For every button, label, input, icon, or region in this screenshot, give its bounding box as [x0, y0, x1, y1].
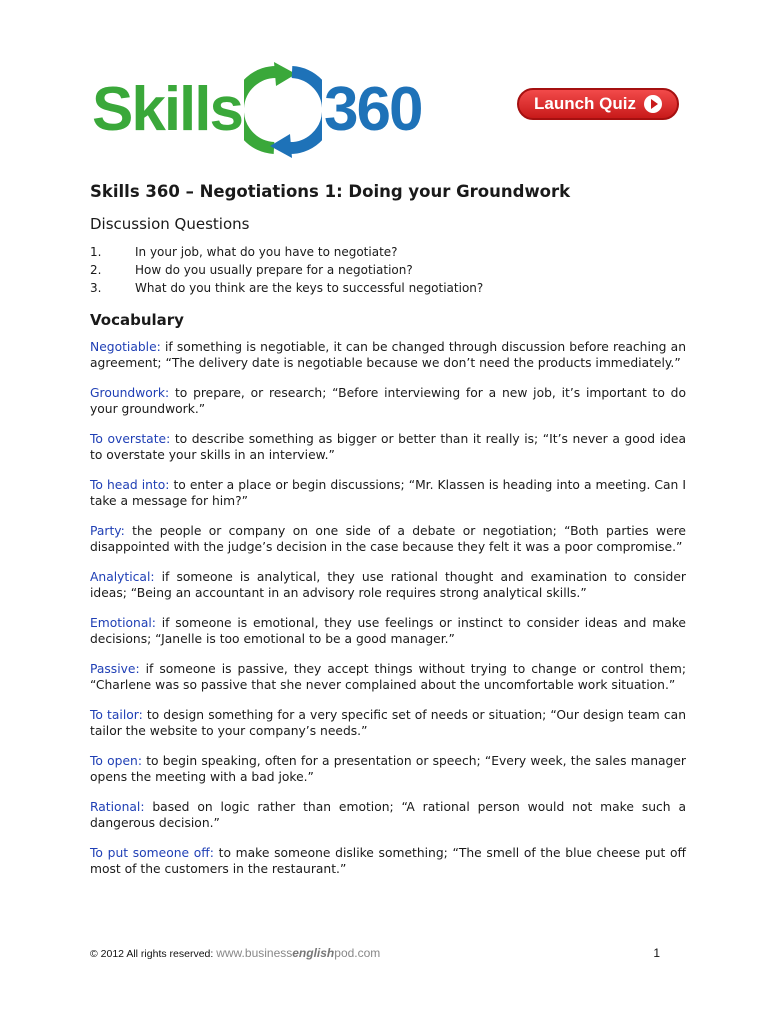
- item-text: In your job, what do you have to negotiate?: [135, 245, 398, 259]
- page-footer: [90, 946, 660, 960]
- vocab-definition: the people or company on one side of a debate or negotiation; “Both parties were disappointed with the judge’s decision in the case because they felt it was a poor compromise.”: [90, 524, 686, 554]
- vocab-definition: to prepare, or research; “Before interviewing for a new job, it’s important to do your groundwork.”: [90, 386, 686, 416]
- vocab-entry: [90, 799, 686, 831]
- item-number: 1.: [90, 245, 102, 259]
- skills360-logo: [92, 60, 421, 160]
- vocab-term: To open:: [90, 754, 142, 768]
- copyright-text: © 2012 All rights reserved:: [90, 948, 217, 960]
- vocab-definition: if someone is emotional, they use feelings or instinct to consider ideas and make decisions; “Janelle is too emotional to be a good manager.”: [90, 616, 686, 646]
- vocab-entry: [90, 477, 686, 509]
- list-item: [90, 279, 686, 297]
- vocab-definition: to begin speaking, often for a presentation or speech; “Every week, the sales manager opens the meeting with a bad joke.”: [90, 754, 686, 784]
- document-body: [90, 182, 686, 891]
- vocab-term: Party:: [90, 524, 125, 538]
- vocab-definition: if something is negotiable, it can be changed through discussion before reaching an agreement; “The delivery date is negotiable because we don’t need the products immediately.”: [90, 340, 686, 370]
- list-item: [90, 243, 686, 261]
- vocab-entry: [90, 661, 686, 693]
- url-prefix: www.business: [216, 946, 293, 960]
- vocab-entry: [90, 753, 686, 785]
- vocab-term: To head into:: [90, 478, 170, 492]
- vocab-entry: [90, 339, 686, 371]
- vocab-term: Groundwork:: [90, 386, 170, 400]
- vocab-term: Passive:: [90, 662, 140, 676]
- vocab-entry: [90, 845, 686, 877]
- discussion-list: [90, 243, 686, 297]
- launch-quiz-label: Launch Quiz: [534, 94, 636, 113]
- vocab-term: To tailor:: [90, 708, 143, 722]
- vocab-definition: to describe something as bigger or better than it really is; “It’s never a good idea to overstate your skills in an interview.”: [90, 432, 686, 462]
- item-text: How do you usually prepare for a negotiation?: [135, 263, 413, 277]
- vocab-entry: [90, 431, 686, 463]
- page-title: Skills 360 – Negotiations 1: Doing your Groundwork: [90, 182, 571, 201]
- vocab-definition: based on logic rather than emotion; “A rational person would not make such a dangerous decision.”: [90, 800, 686, 830]
- item-number: 2.: [90, 263, 102, 277]
- vocab-term: Analytical:: [90, 570, 155, 584]
- vocab-term: To overstate:: [90, 432, 171, 446]
- refresh-arrows-icon: [244, 60, 322, 160]
- vocab-term: Emotional:: [90, 616, 156, 630]
- logo-360-text: 360: [324, 75, 422, 144]
- website-link[interactable]: [216, 946, 380, 960]
- vocab-entry: [90, 569, 686, 601]
- launch-quiz-button[interactable]: [517, 88, 679, 120]
- vocab-definition: to design something for a very specific set of needs or situation; “Our design team can tailor the website to your company’s needs.”: [90, 708, 686, 738]
- vocab-entry: [90, 707, 686, 739]
- vocab-definition: to make someone dislike something; “The smell of the blue cheese put off most of the customers in the restaurant.”: [90, 846, 687, 876]
- vocab-term: Negotiable:: [90, 340, 161, 354]
- url-suffix: pod.com: [334, 946, 381, 960]
- item-number: 3.: [90, 281, 102, 295]
- vocabulary-heading: Vocabulary: [90, 311, 184, 329]
- url-bold: english: [292, 946, 335, 960]
- vocab-entry: [90, 523, 686, 555]
- list-item: [90, 261, 686, 279]
- vocab-definition: if someone is analytical, they use rational thought and examination to consider ideas; “Being an accountant in an advisory role requires strong analytical skills.”: [90, 570, 686, 600]
- discussion-heading: Discussion Questions: [90, 215, 250, 233]
- vocab-term: Rational:: [90, 800, 145, 814]
- item-text: What do you think are the keys to successful negotiation?: [135, 281, 484, 295]
- vocab-definition: if someone is passive, they accept things without trying to change or control them; “Charlene was so passive that she never complained about the uncomfortable work situation.”: [90, 662, 686, 692]
- play-icon: [644, 95, 662, 113]
- vocab-definition: to enter a place or begin discussions; “Mr. Klassen is heading into a meeting. Can I take a message for him?”: [90, 478, 686, 508]
- vocab-entry: [90, 385, 686, 417]
- logo-skills-text: Skills: [92, 75, 242, 144]
- vocab-term: To put someone off:: [90, 846, 214, 860]
- vocab-entry: [90, 615, 686, 647]
- page-number: 1: [653, 946, 660, 960]
